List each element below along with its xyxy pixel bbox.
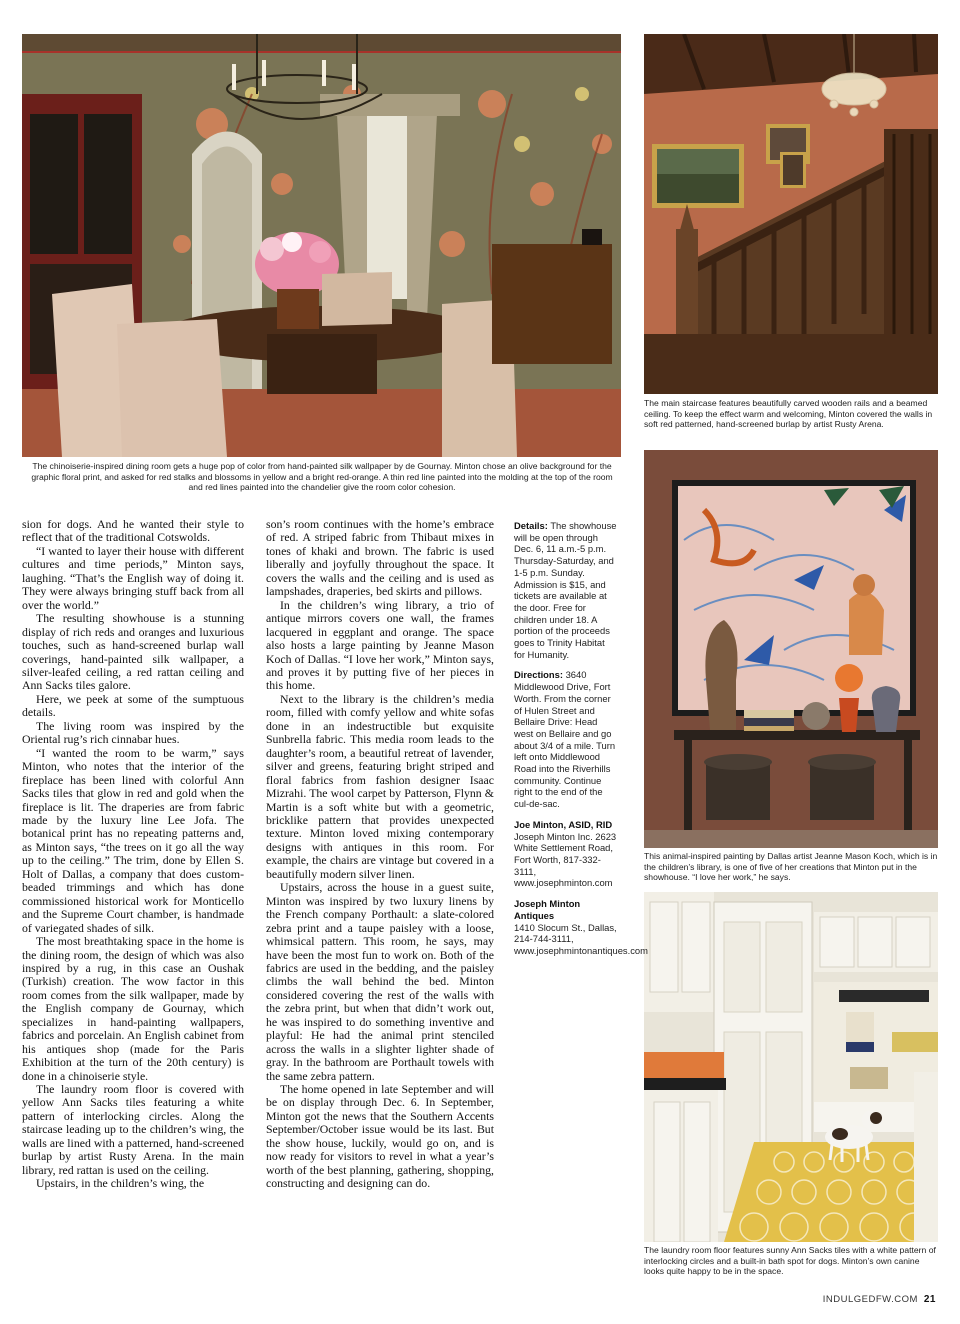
details-text: The showhouse will be open through Dec. 6, 11 a.m.-5 p.m. Thursday-Saturday, and 1-5 p.m. Sunday. Admission is $15, and tickets are available at the door. Free for children under 18. A portion of the proceeds goes to Trinity Habitat for Humanity. (514, 520, 617, 660)
laundry-room-caption: The laundry room floor features sunny Ann Sacks tiles with a white pattern of interlocking circles and a built-in bath spot for dogs. Minton’s own canine looks quite happy to be in the space. (644, 1245, 936, 1277)
paragraph: son’s room continues with the home’s embrace of red. A striped fabric from Thibaut mixes in tones of khaki and brown. The fabric is used liberally and joyfully throughout the space. It covers the walls and the ceiling and is used as lampshades, draperies, bed skirts and pillows. (266, 517, 494, 599)
contact-text: 1410 Slocum St., Dallas, 214-744-3111, www.josephmintonantiques.com (514, 921, 648, 956)
paragraph: “I wanted to layer their house with different cultures and time periods,” Minton says, laughing. “That’s the English way of doing it. They were always bringing stuff back from all over the world.” (22, 543, 244, 612)
paragraph: Here, we peek at some of the sumptuous details. (22, 691, 244, 720)
page-footer (823, 1294, 936, 1305)
article-column-1 (22, 518, 244, 1191)
paragraph: “I wanted the room to be warm,” says Minton, who notes that the interior of the fireplace has been lined with colorful Ann Sacks tiles that glow in red and gold when the fireplace is lit. The draperies are from fabric made by the luxury line Lee Jofa. The botanical print has no repeating patterns and, as Minton says, “the trees on it go all the way up to the ceiling.” The trim, done by Ellen S. Holt of Dallas, a company that does custom-beaded trimmings and which has done commissioned historical work for Monticello and the Supreme Court chamber, is handmade of variegated shades of silk. (22, 745, 244, 935)
contact-name: Joseph Minton Antiques (514, 898, 581, 921)
directions-text: 3640 Middlewood Drive, Fort Worth. From the corner of Hulen Street and Bellaire Drive: Head west on Bellaire and go about 3/4 of a mile. Turn left onto Middlewood Road into the Riverhills community. Continue right to the end of the cul-de-sac. (514, 669, 616, 810)
staircase-photo (644, 34, 938, 394)
paragraph: The home opened in late September and will be on display through Dec. 6. In September, Minton got the news that the Southern Accents September/October issue would be its last. But the show house, luckily, would go on, and is now ready for visitors to revel in what a year’s worth of the best planning, gathering, shopping, constructing and designing can do. (266, 1082, 494, 1191)
paragraph: The laundry room floor is covered with yellow Ann Sacks tiles featuring a white pattern of interlocking circles. Along the staircase leading up to the children’s wing, the walls are lined with a patterned, hand-screened burlap by artist Rusty Arena. In the main library, red rattan is used on the ceiling. (22, 1082, 244, 1177)
directions-block (514, 669, 618, 809)
staircase-caption: The main staircase features beautifully carved wooden rails and a beamed ceiling. To keep the effect warm and welcoming, Minton covered the walls in soft red patterned, hand-screened burlap by artist Rusty Arena. (644, 398, 933, 430)
details-label: Details: (514, 520, 548, 531)
painting-photo (644, 450, 938, 848)
paragraph: Upstairs, in the children’s wing, the (36, 1176, 205, 1191)
paragraph: Next to the library is the children’s media room, filled with comfy yellow and white sofas done in an indestructible but exquisite Sunbrella fabric. This media room leads to the daughter’s room, a beautiful retreat of lavender, silver and greens, featuring bright striped and floral fabrics from fashion designer Isaac Mizrahi. The wool carpet by Patterson, Flynn & Martin is a soft white but with a geometric, bricklike pattern that provides unexpected texture. Minton loved mixing contemporary designs with antiques in this room. For example, the chairs are vintage but covered in a beautifully modern silver linen. (266, 691, 494, 881)
contact-block (514, 819, 618, 889)
laundry-room-photo (644, 892, 938, 1242)
article-column-2 (266, 518, 494, 1191)
contact-text: Joseph Minton Inc. 2623 White Settlement Road, Fort Worth, 817-332-3111, www.josephminton.com (514, 830, 617, 889)
site-url: INDULGEDFW.COM (822, 1294, 918, 1305)
paragraph: The resulting showhouse is a stunning display of rich reds and oranges and luxurious touches, such as hand-screened burlap wall coverings, hand-painted silk wallpaper, a silver-leafed ceiling, a red rattan ceiling and Ann Sacks tiles galore. (22, 611, 244, 693)
dining-room-photo (22, 34, 621, 457)
paragraph: The most breathtaking space in the home is the dining room, the design of which was also inspired by a rug, in this case an Oushak (Turkish) creation. The wow factor in this room comes from the silk wallpaper, made by the English company de Gournay, which specializes in hand-painting wallpapers, fabrics and porcelain. An English cabinet from his antiques shop (made for the Paris Exhibition at the turn of the 20th century) is done in a chinoiserie style. (22, 934, 244, 1083)
info-sidebar (514, 520, 648, 966)
paragraph: Upstairs, across the house in a guest suite, Minton was inspired by two luxury linens by the French company Porthault: a slate-colored zebra print and a taupe paisley with a loose, whimsical pattern. This room, he says, may have been the most fun to work on. Both of the fabrics are used in the bedding, and the paisley climbs the wall behind the bed. Minton considered covering the rest of the walls with the zebra print, but when that didn’t work out, he was inspired to do something inventive and playful: He had the animal print stenciled across the walls in a slighter lighter shade of gray. In the bathroom are Porthault towels with the same zebra pattern. (266, 880, 494, 1083)
painting-caption: This animal-inspired painting by Dallas artist Jeanne Mason Koch, which is in the children’s library, is one of five of her creations that Minton put in the showhouse. “I love her work,” he says. (644, 851, 938, 883)
paragraph: sion for dogs. And he wanted their style to reflect that of the traditional Cotswolds. (22, 517, 244, 545)
contact-block (514, 898, 648, 957)
contact-name: Joe Minton, ASID, RID (514, 818, 613, 830)
directions-label: Directions: (514, 669, 563, 681)
paragraph: The living room was inspired by the Oriental rug’s rich cinnabar hues. (22, 718, 244, 747)
dining-room-caption: The chinoiserie-inspired dining room gets a huge pop of color from hand-painted silk wallpaper by de Gournay. Minton chose an olive background for the graphic floral print, and asked for red stalks and blossoms in yellow and a bright red-orange. A thin red line painted into the molding at the top of the room and red lines painted into the chandelier give the room color cohesion. (31, 461, 613, 493)
page-number: 21 (923, 1294, 936, 1305)
paragraph: In the children’s wing library, a trio of antique mirrors covers one wall, the frames lacquered in eggplant and orange. The space also hosts a large painting by Jeanne Mason Koch of Dallas. “I love her work,” Minton says, and proves it by putting five of her pieces in this home. (266, 597, 494, 693)
details-block (514, 520, 618, 660)
